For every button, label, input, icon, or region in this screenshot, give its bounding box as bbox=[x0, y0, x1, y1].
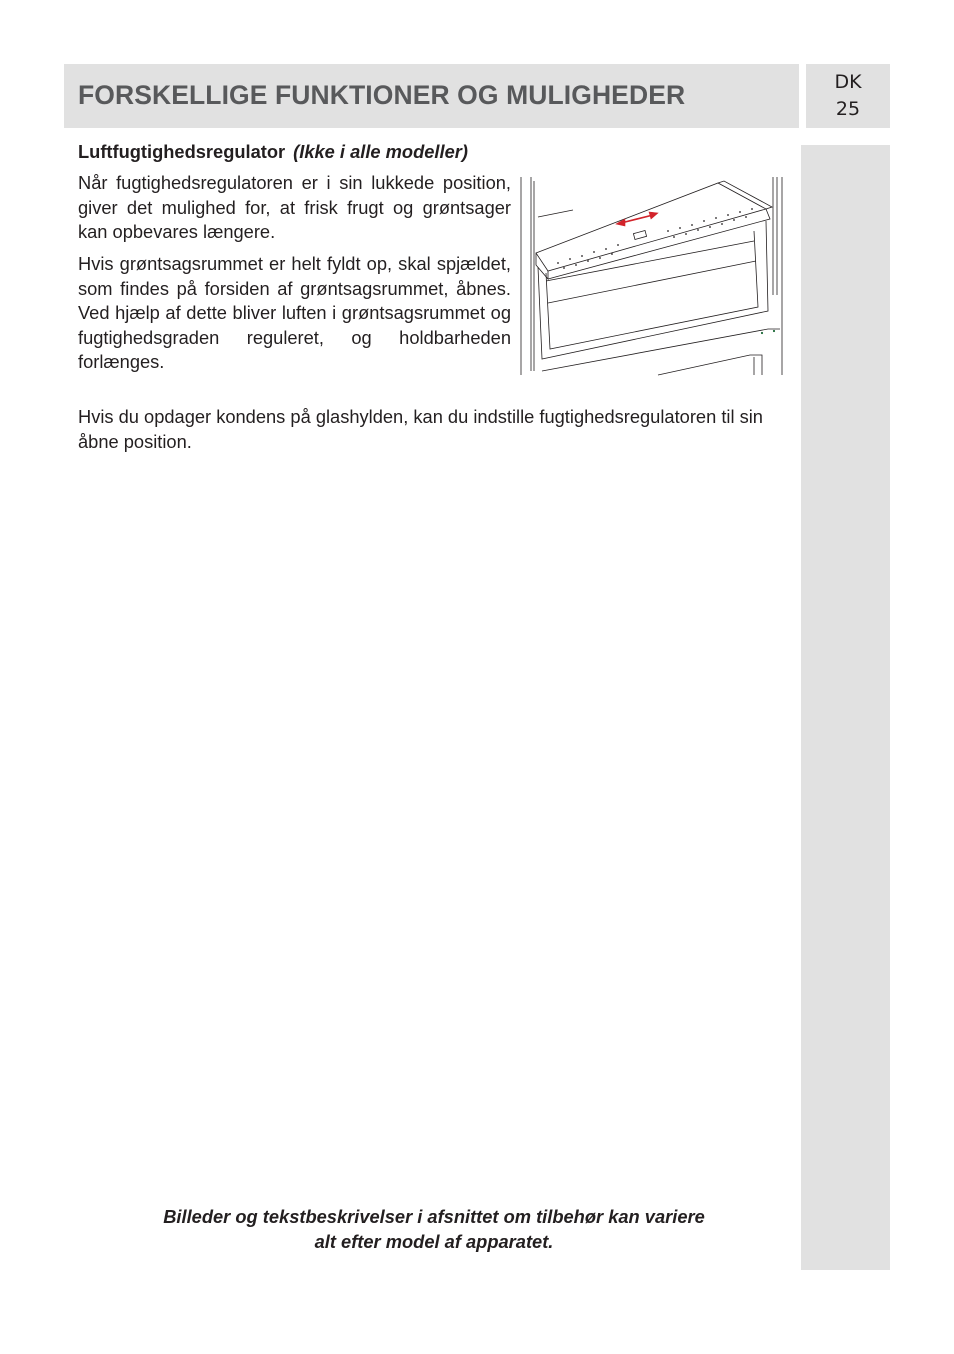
section-heading-note: (Ikke i alle modeller) bbox=[293, 141, 468, 162]
page-number: 25 bbox=[835, 98, 861, 120]
section-heading bbox=[78, 141, 468, 163]
page-tab bbox=[806, 64, 890, 128]
language-code: DK bbox=[834, 71, 862, 93]
footer-note-line-2: alt efter model af apparatet. bbox=[314, 1230, 554, 1252]
page-title: FORSKELLIGE FUNKTIONER OG MULIGHEDER bbox=[78, 80, 686, 110]
paragraph-2: Hvis grøntsagsrummet er helt fyldt op, skal spjældet, som findes på forsiden af grøntsagsrummet, åbnes. Ved hjælp af dette bliver luften i grøntsagsrummet og fugtighedsgraden reguleret, og holdbarheden forlænges. bbox=[78, 253, 511, 373]
paragraph-1: Når fugtighedsregulatoren er i sin lukkede position, giver det mulighed for, at frisk frugt og grøntsager kan opbevares længere. bbox=[78, 172, 511, 243]
section-heading-title: Luftfugtighedsregulator bbox=[78, 141, 286, 162]
footer-note-line-1: Billeder og tekstbeskrivelser i afsnittet om tilbehør kan variere bbox=[163, 1206, 705, 1227]
header-bar bbox=[64, 64, 799, 128]
paragraph-3: Hvis du opdager kondens på glashylden, kan du indstille fugtighedsregulatoren til sin åbne position. bbox=[78, 406, 763, 452]
side-band bbox=[801, 145, 890, 1270]
crisper-drawer-humidity-slider-illustration bbox=[518, 175, 784, 376]
footer-note bbox=[64, 1205, 804, 1254]
